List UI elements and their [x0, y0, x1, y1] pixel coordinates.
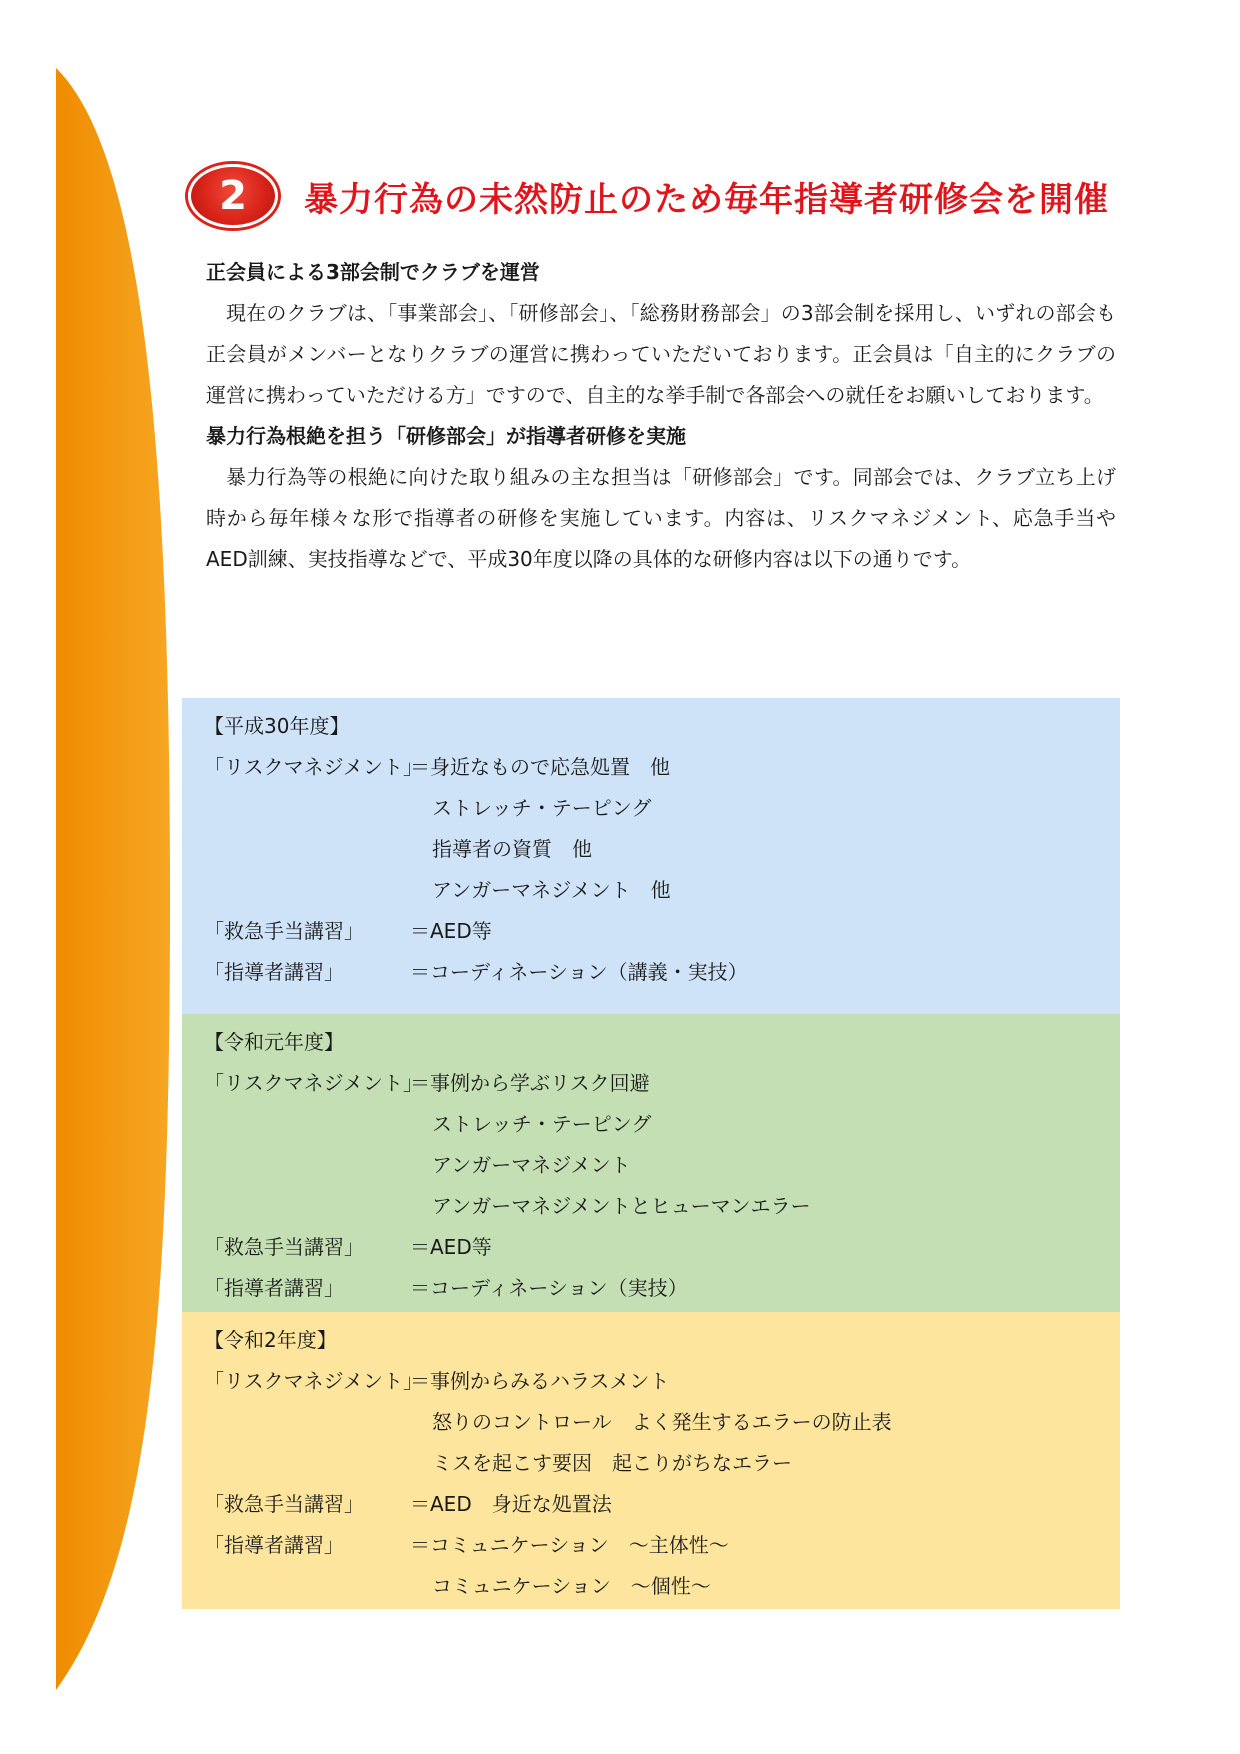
- firstaid-item: ＝AED 身近な処置法: [410, 1492, 612, 1516]
- leader-label: 「指導者講習」: [204, 960, 344, 984]
- leader-row: [204, 1268, 1120, 1309]
- leader-item: ＝コーディネーション（講義・実技）: [410, 960, 748, 984]
- firstaid-label: 「救急手当講習」: [204, 1235, 364, 1259]
- leader-item: コミュニケーション ～個性～: [432, 1574, 711, 1598]
- year-box-h30: [182, 698, 1120, 1014]
- body-text: [206, 252, 1116, 580]
- risk-label: 「リスクマネジメント」: [204, 1071, 423, 1095]
- section-title: 暴力行為の未然防止のため毎年指導者研修会を開催: [304, 179, 1109, 220]
- section-number-badge: 2: [188, 164, 278, 228]
- subhead-training: 暴力行為根絶を担う「研修部会」が指導者研修を実施: [206, 424, 686, 448]
- leader-row: [204, 1525, 1120, 1566]
- firstaid-row: [204, 1484, 1120, 1525]
- risk-row-cont: [204, 1145, 1120, 1186]
- leader-item: ＝コーディネーション（実技）: [410, 1276, 688, 1300]
- risk-item: 指導者の資質 他: [432, 837, 592, 861]
- leader-row-cont: [204, 1566, 1120, 1607]
- subhead-membership: 正会員による3部会制でクラブを運営: [206, 260, 540, 284]
- firstaid-row: [204, 911, 1120, 952]
- risk-item: アンガーマネジメント 他: [432, 878, 671, 902]
- leader-label: 「指導者講習」: [204, 1276, 344, 1300]
- risk-item: ストレッチ・テーピング: [432, 796, 652, 820]
- risk-item: アンガーマネジメントとヒューマンエラー: [432, 1194, 811, 1218]
- risk-item: 怒りのコントロール よく発生するエラーの防止表: [432, 1410, 892, 1434]
- year-title: 【令和2年度】: [204, 1328, 337, 1352]
- firstaid-label: 「救急手当講習」: [204, 919, 364, 943]
- firstaid-item: ＝AED等: [410, 1235, 492, 1259]
- risk-row: [204, 1063, 1120, 1104]
- risk-row-cont: [204, 1402, 1120, 1443]
- firstaid-item: ＝AED等: [410, 919, 492, 943]
- risk-label: 「リスクマネジメント」: [204, 1369, 423, 1393]
- leader-row: [204, 952, 1120, 993]
- risk-item: ストレッチ・テーピング: [432, 1112, 652, 1136]
- risk-item: アンガーマネジメント: [432, 1153, 631, 1177]
- risk-row-cont: [204, 788, 1120, 829]
- paragraph-membership: 現在のクラブは、「事業部会」、「研修部会」、「総務財務部会」の3部会制を採用し、いずれの部会も正会員がメンバーとなりクラブの運営に携わっていただいております。正会員は「自主的にクラブの運営に携わっていただける方」ですので、自主的な挙手制で各部会への就任をお願いしております。: [206, 301, 1116, 407]
- year-box-r1: [182, 1014, 1120, 1312]
- risk-row: [204, 747, 1120, 788]
- risk-item: ＝事例からみるハラスメント: [410, 1369, 670, 1393]
- leader-item: ＝コミュニケーション ～主体性～: [410, 1533, 729, 1557]
- year-title: 【令和元年度】: [204, 1030, 344, 1054]
- year-title: 【平成30年度】: [204, 714, 350, 738]
- firstaid-row: [204, 1227, 1120, 1268]
- risk-row-cont: [204, 870, 1120, 911]
- firstaid-label: 「救急手当講習」: [204, 1492, 364, 1516]
- risk-row: [204, 1361, 1120, 1402]
- risk-item: ＝事例から学ぶリスク回避: [410, 1071, 650, 1095]
- risk-row-cont: [204, 1443, 1120, 1484]
- leader-label: 「指導者講習」: [204, 1533, 344, 1557]
- section-heading: [188, 160, 1109, 232]
- paragraph-training: 暴力行為等の根絶に向けた取り組みの主な担当は「研修部会」です。同部会では、クラブ立ち上げ時から毎年様々な形で指導者の研修を実施しています。内容は、リスクマネジメント、応急手当やAED訓練、実技指導などで、平成30年度以降の具体的な研修内容は以下の通りです。: [206, 465, 1116, 571]
- risk-row-cont: [204, 829, 1120, 870]
- year-box-r2: [182, 1312, 1120, 1609]
- risk-item: ミスを起こす要因 起こりがちなエラー: [432, 1451, 792, 1475]
- risk-row-cont: [204, 1104, 1120, 1145]
- risk-item: ＝身近なもので応急処置 他: [410, 755, 670, 779]
- risk-row-cont: [204, 1186, 1120, 1227]
- risk-label: 「リスクマネジメント」: [204, 755, 423, 779]
